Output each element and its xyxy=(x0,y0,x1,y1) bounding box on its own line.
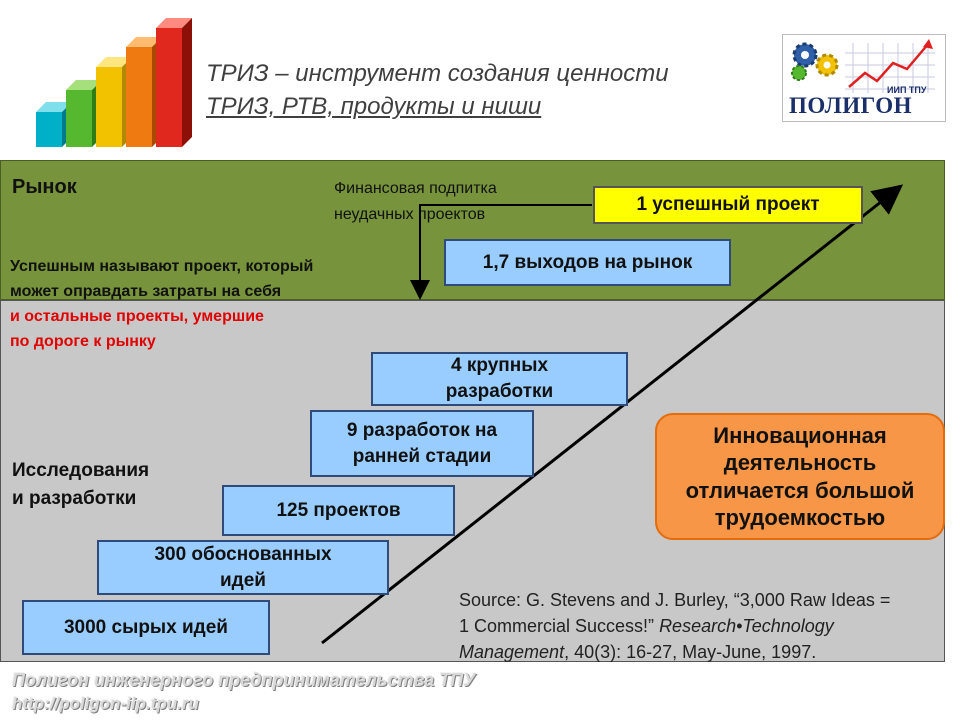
stage-box-3-major-developments xyxy=(371,352,628,406)
finance-line-2: неудачных проектов xyxy=(334,206,486,223)
stage-box-1-success xyxy=(593,186,863,224)
source-line-2-b: Research•Technology xyxy=(659,616,834,637)
logo-top-text: ИИП ТПУ xyxy=(887,85,927,95)
stage-4-text-line-1: 9 разработок на xyxy=(346,419,498,441)
stage-2-text: 1,7 выходов на рынок xyxy=(482,251,693,273)
rest-projects-line-1: и остальные проекты, умершие xyxy=(10,308,264,325)
stage-1-text: 1 успешный проект xyxy=(636,194,820,216)
stage-box-5-projects xyxy=(222,485,455,536)
stage-box-2-market-entries xyxy=(444,239,731,286)
finance-line-1: Финансовая подпитка xyxy=(334,180,497,197)
source-line-1: Source: G. Stevens and J. Burley, “3,000 Raw Ideas = xyxy=(459,590,891,610)
rnd-label-line-2: и разработки xyxy=(12,488,137,509)
slide-title: ТРИЗ – инструмент создания ценности xyxy=(206,60,669,87)
source-line-3 xyxy=(459,639,943,665)
stage-4-text-line-2: ранней стадии xyxy=(352,445,492,467)
stage-7-text: 3000 сырых идей xyxy=(63,616,228,638)
callout-line-4: трудоемкостью xyxy=(714,505,886,530)
stage-5-text: 125 проектов xyxy=(276,499,401,521)
rest-projects-line-2: по дороге к рынку xyxy=(10,333,156,350)
footer-url[interactable]: http://poligon-iip.tpu.ru xyxy=(12,694,199,713)
stage-box-4-early-stage xyxy=(310,410,534,477)
stage-box-7-raw-ideas xyxy=(22,600,270,655)
source-line-3-b: , 40(3): 16-27, May-June, 1997. xyxy=(564,642,817,663)
source-line-2 xyxy=(459,613,943,639)
source-line-3-a: Management xyxy=(459,642,565,663)
slide-subtitle: ТРИЗ, РТВ, продукты и ниши xyxy=(206,93,542,120)
stage-6-text-line-2: идей xyxy=(220,569,266,591)
rnd-label-line-1: Исследования xyxy=(12,460,150,481)
success-definition-line-1: Успешным называют проект, который xyxy=(10,258,314,275)
footer-org-name: Полигон инженерного предпринимательства ТПУ xyxy=(12,670,476,690)
callout-line-2: деятельность xyxy=(723,450,877,475)
stage-3-text-line-1: 4 крупных xyxy=(450,355,549,377)
source-line-2-a: 1 Commercial Success!” xyxy=(459,616,660,637)
success-definition-line-2: может оправдать затраты на себя xyxy=(10,283,282,300)
stage-6-text-line-1: 300 обоснованных xyxy=(154,543,332,565)
innovation-callout xyxy=(655,413,945,540)
logo-name: ПОЛИГОН xyxy=(789,93,913,118)
callout-line-1: Инновационная xyxy=(713,422,887,448)
source-citation xyxy=(459,587,943,665)
callout-line-3: отличается большой xyxy=(685,477,915,503)
stage-3-text-line-2: разработки xyxy=(445,381,554,402)
market-label: Рынок xyxy=(12,176,77,198)
stage-box-6-reasoned-ideas xyxy=(97,540,389,595)
